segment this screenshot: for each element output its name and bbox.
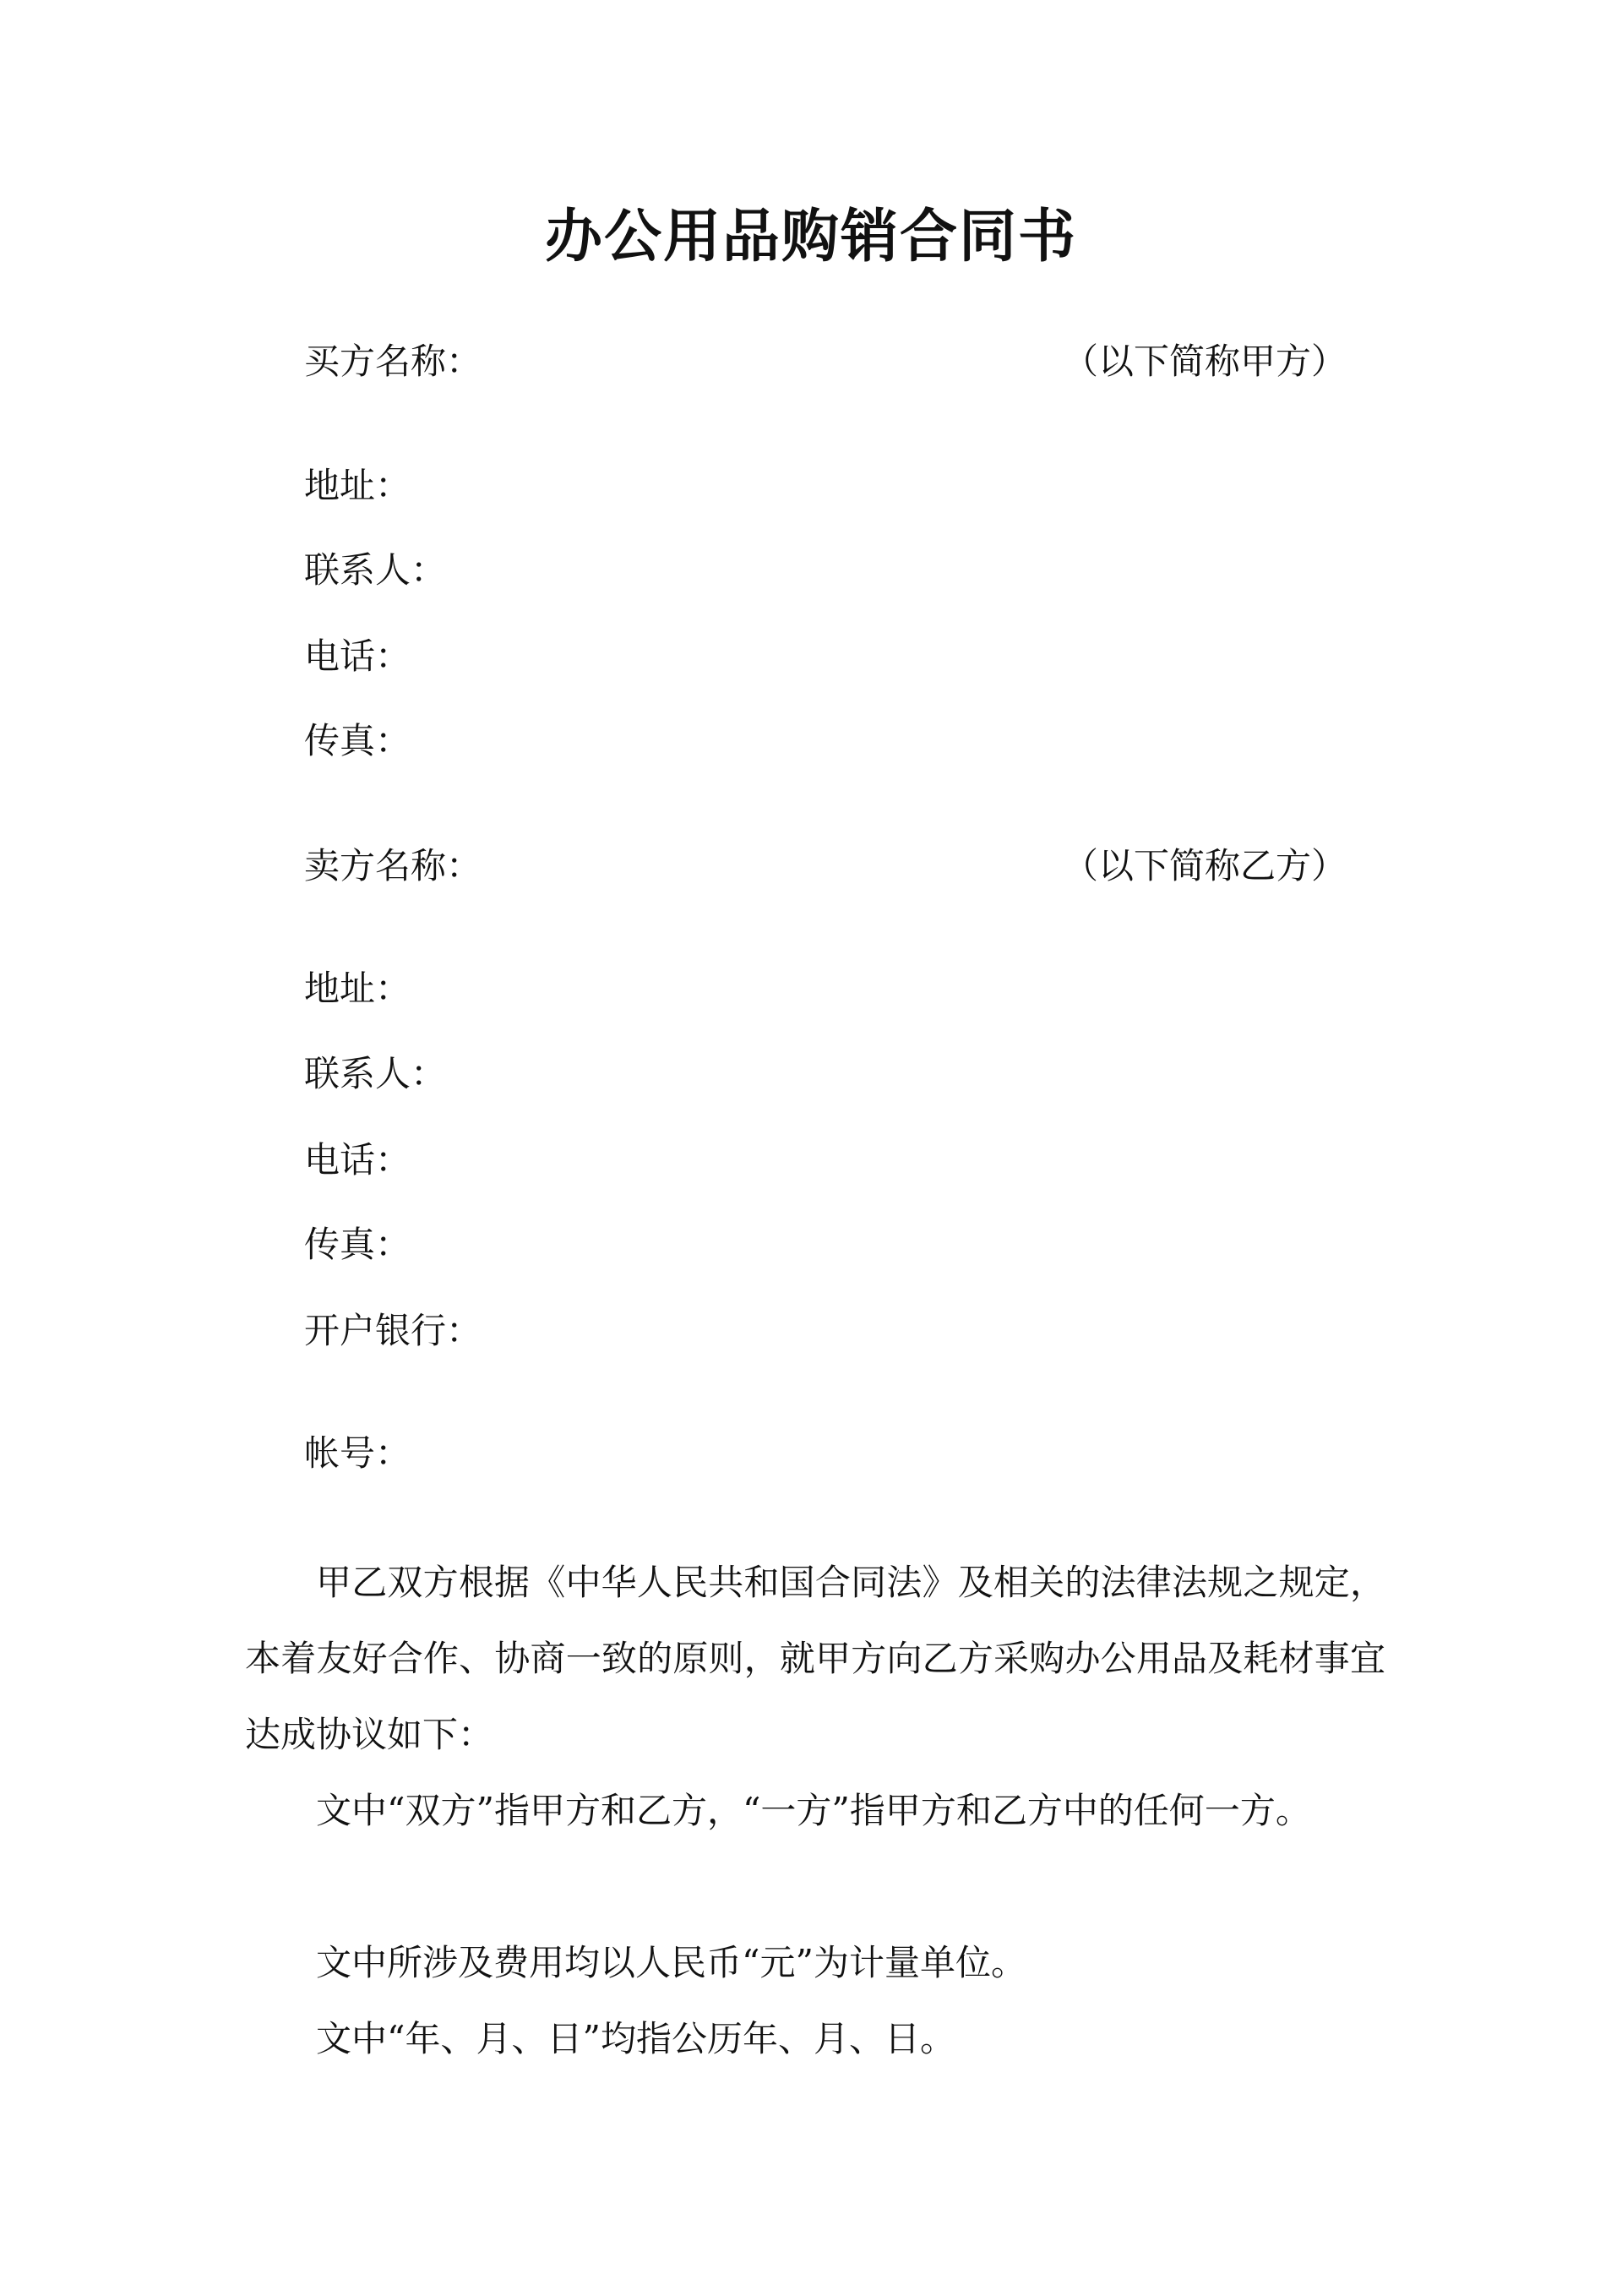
- preamble-paragraph: 甲乙双方根据《中华人民共和国合同法》及相关的法律法规之规定，本着友好合作、协商一致的原则，就甲方向乙方采购办公用品及耗材事宜达成协议如下：: [245, 1562, 1385, 1755]
- date-definition-paragraph: 文中“年、月、日”均指公历年、月、日。: [316, 2018, 955, 2059]
- buyer-address-label: 地址：: [304, 465, 411, 506]
- seller-name-label: 卖方名称：: [304, 845, 482, 886]
- buyer-name-label: 买方名称：: [304, 341, 482, 382]
- currency-paragraph: 文中所涉及费用均以人民币“元”为计量单位。: [316, 1942, 1026, 1983]
- document-title: 办公用品购销合同书: [544, 203, 1077, 270]
- seller-address-label: 地址：: [304, 968, 411, 1009]
- seller-contact-label: 联系人：: [304, 1053, 447, 1094]
- definition-parties-paragraph: 文中“双方”指甲方和乙方，“一方”指甲方和乙方中的任何一方。: [316, 1790, 1311, 1831]
- buyer-contact-label: 联系人：: [304, 549, 447, 591]
- seller-abbreviation: （以下简称乙方）: [1063, 845, 1347, 886]
- seller-phone-label: 电话：: [304, 1139, 411, 1181]
- buyer-phone-label: 电话：: [304, 635, 411, 677]
- seller-bank-label: 开户银行：: [304, 1310, 482, 1351]
- buyer-fax-label: 传真：: [304, 720, 411, 761]
- seller-account-label: 帐号：: [304, 1432, 411, 1474]
- seller-fax-label: 传真：: [304, 1224, 411, 1265]
- buyer-abbreviation: （以下简称甲方）: [1063, 341, 1347, 382]
